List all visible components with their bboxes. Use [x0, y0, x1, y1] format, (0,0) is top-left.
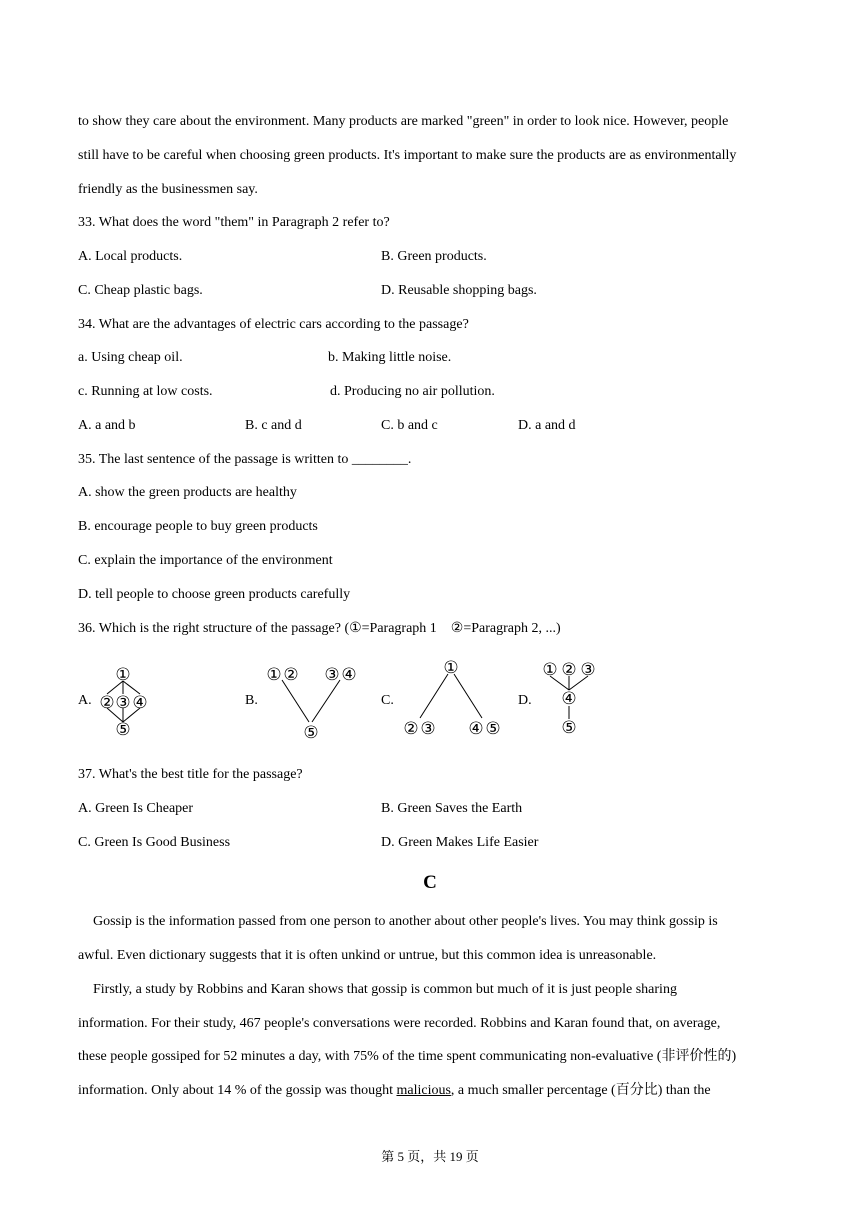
node-4: ④	[132, 693, 148, 713]
passage-line: to show they care about the environment. Many products are marked "green" in order to look nice. However, people	[78, 114, 729, 129]
q36-option-d-letter: D.	[518, 693, 532, 708]
node-3: ③	[580, 660, 596, 680]
node-1: ①	[266, 665, 282, 685]
node-3: ③	[115, 693, 131, 713]
node-4: ④	[468, 719, 484, 739]
node-3: ③	[324, 665, 340, 685]
q34-item-c: c. Running at low costs.	[78, 384, 213, 399]
question-35: 35. The last sentence of the passage is written to ________.	[78, 452, 412, 467]
q34-option-d: D. a and d	[518, 418, 576, 433]
q35-option-d: D. tell people to choose green products carefully	[78, 587, 351, 602]
node-5: ⑤	[115, 720, 131, 740]
q34-option-b: B. c and d	[245, 418, 302, 433]
q34-option-c: C. b and c	[381, 418, 438, 433]
question-37: 37. What's the best title for the passage?	[78, 767, 303, 782]
structure-diagram-b	[262, 660, 364, 744]
section-heading: C	[423, 872, 437, 893]
node-2: ②	[403, 719, 419, 739]
node-1: ①	[115, 665, 131, 685]
node-1: ①	[542, 660, 558, 680]
q33-option-c: C. Cheap plastic bags.	[78, 283, 203, 298]
passage-c-line: Gossip is the information passed from one person to another about other people's lives. You may think gossip is	[93, 914, 718, 929]
passage-line: friendly as the businessmen say.	[78, 182, 258, 197]
q34-item-b: b. Making little noise.	[328, 350, 452, 365]
q35-option-a: A. show the green products are healthy	[78, 485, 297, 500]
q33-option-b: B. Green products.	[381, 249, 487, 264]
q34-item-d: d. Producing no air pollution.	[330, 384, 495, 399]
q36-option-b-letter: B.	[245, 693, 258, 708]
structure-diagram-c	[398, 654, 506, 740]
underlined-word: malicious	[396, 1083, 451, 1098]
structure-diagram-a	[94, 662, 154, 742]
q34-item-a: a. Using cheap oil.	[78, 350, 183, 365]
node-2: ②	[283, 665, 299, 685]
node-5: ⑤	[303, 723, 319, 743]
node-5: ⑤	[561, 718, 577, 738]
q33-option-a: A. Local products.	[78, 249, 183, 264]
question-33: 33. What does the word "them" in Paragraph 2 refer to?	[78, 215, 390, 230]
q37-option-c: C. Green Is Good Business	[78, 835, 231, 850]
node-3: ③	[420, 719, 436, 739]
node-2: ②	[561, 660, 577, 680]
q35-option-b: B. encourage people to buy green products	[78, 519, 318, 534]
node-4: ④	[341, 665, 357, 685]
q33-option-d: D. Reusable shopping bags.	[381, 283, 537, 298]
question-34: 34. What are the advantages of electric cars according to the passage?	[78, 317, 469, 332]
node-1: ①	[443, 658, 459, 678]
passage-c-line: these people gossiped for 52 minutes a day, with 75% of the time spent communicating non-evaluative (非评价性的)	[78, 1049, 737, 1064]
q37-option-d: D. Green Makes Life Easier	[381, 835, 539, 850]
passage-c-line	[78, 1082, 711, 1100]
q36-option-c-letter: C.	[381, 693, 394, 708]
q35-option-c: C. explain the importance of the environment	[78, 553, 333, 568]
question-36: 36. Which is the right structure of the passage? (①=Paragraph 1 ②=Paragraph 2, ...)	[78, 621, 561, 636]
node-4: ④	[561, 689, 577, 709]
passage-c-line: Firstly, a study by Robbins and Karan shows that gossip is common but much of it is just people sharing	[93, 982, 677, 997]
page-footer: 第 5 页，共 19 页	[381, 1149, 479, 1164]
q37-option-a: A. Green Is Cheaper	[78, 801, 194, 816]
structure-diagram-d	[536, 656, 606, 740]
q34-option-a: A. a and b	[78, 418, 136, 433]
q36-option-a-letter: A.	[78, 693, 92, 708]
passage-line: still have to be careful when choosing green products. It's important to make sure the products are as environmentally	[78, 148, 737, 163]
node-2: ②	[99, 693, 115, 713]
passage-c-line: awful. Even dictionary suggests that it is often unkind or untrue, but this common idea is unreasonable.	[78, 948, 657, 963]
q37-option-b: B. Green Saves the Earth	[381, 801, 523, 816]
text-span: , a much smaller percentage (百分比) than the	[450, 1083, 711, 1098]
node-5: ⑤	[485, 719, 501, 739]
passage-c-line: information. For their study, 467 people's conversations were recorded. Robbins and Karan found that, on average,	[78, 1016, 721, 1031]
text-span: information. Only about 14 % of the gossip was thought	[78, 1083, 397, 1098]
